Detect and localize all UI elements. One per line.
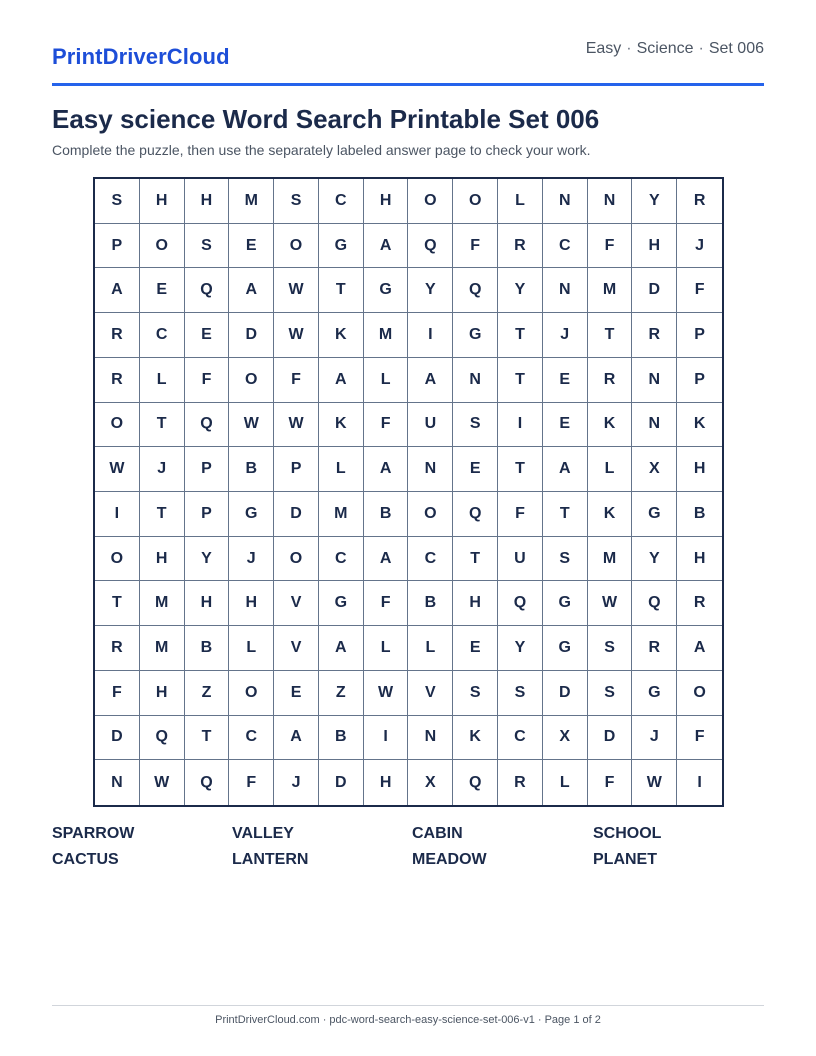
grid-cell: L	[364, 358, 409, 403]
grid-cell: H	[140, 537, 185, 582]
grid-cell: W	[364, 671, 409, 716]
grid-cell: X	[632, 447, 677, 492]
grid-cell: G	[229, 492, 274, 537]
grid-cell: Q	[185, 760, 230, 805]
grid-cell: K	[453, 716, 498, 761]
grid-cell: M	[588, 537, 633, 582]
meta-set: Set 006	[708, 40, 764, 57]
grid-cell: W	[274, 268, 319, 313]
grid-cell: B	[677, 492, 722, 537]
grid-cell: N	[632, 403, 677, 448]
grid-cell: O	[140, 224, 185, 269]
grid-cell: G	[453, 313, 498, 358]
grid-cell: P	[677, 358, 722, 403]
grid-cell: F	[677, 716, 722, 761]
grid-cell: I	[95, 492, 140, 537]
grid-cell: F	[453, 224, 498, 269]
grid-cell: L	[588, 447, 633, 492]
grid-cell: J	[274, 760, 319, 805]
page-header	[52, 0, 764, 86]
grid-cell: L	[408, 626, 453, 671]
grid-cell: D	[95, 716, 140, 761]
grid-cell: A	[364, 537, 409, 582]
grid-cell: F	[498, 492, 543, 537]
grid-cell: T	[95, 581, 140, 626]
grid-cell: W	[140, 760, 185, 805]
word-list-item: CABIN	[412, 825, 463, 842]
grid-cell: O	[408, 492, 453, 537]
grid-cell: G	[319, 581, 364, 626]
grid-cell: W	[274, 403, 319, 448]
grid-cell: Y	[408, 268, 453, 313]
grid-cell: H	[364, 760, 409, 805]
grid-cell: R	[498, 760, 543, 805]
grid-cell: T	[140, 403, 185, 448]
grid-cell: P	[185, 492, 230, 537]
grid-cell: A	[677, 626, 722, 671]
grid-cell: F	[588, 760, 633, 805]
grid-cell: Y	[185, 537, 230, 582]
word-list-item: MEADOW	[412, 851, 487, 868]
grid-cell: T	[498, 358, 543, 403]
grid-cell: A	[229, 268, 274, 313]
grid-cell: J	[677, 224, 722, 269]
grid-cell: J	[229, 537, 274, 582]
meta-separator: ·	[698, 40, 704, 57]
grid-cell: I	[697, 773, 702, 791]
grid-cell: D	[319, 760, 364, 805]
grid-cell: N	[95, 760, 140, 805]
grid-cell: G	[632, 492, 677, 537]
grid-cell: T	[453, 537, 498, 582]
grid-cell: H	[453, 581, 498, 626]
brand-logo[interactable]: PrintDriverCloud	[52, 44, 230, 69]
grid-cell: R	[588, 358, 633, 403]
grid-cell: H	[364, 179, 409, 224]
grid-cell: V	[274, 581, 319, 626]
grid-cell: Q	[408, 224, 453, 269]
grid-cell: B	[319, 716, 364, 761]
grid-cell: W	[95, 447, 140, 492]
grid-cell: D	[543, 671, 588, 716]
grid-cell: L	[319, 447, 364, 492]
grid-cell: S	[274, 179, 319, 224]
grid-cell: O	[95, 403, 140, 448]
grid-cell: D	[274, 492, 319, 537]
grid-cell: O	[229, 671, 274, 716]
grid-cell: T	[140, 492, 185, 537]
grid-cell: R	[95, 626, 140, 671]
grid-cell: F	[185, 358, 230, 403]
grid-cell: N	[408, 716, 453, 761]
word-list-item: SPARROW	[52, 825, 135, 842]
grid-cell: A	[364, 447, 409, 492]
grid-cell: F	[588, 224, 633, 269]
grid-cell: S	[453, 403, 498, 448]
grid-cell: M	[140, 581, 185, 626]
grid-cell: E	[543, 358, 588, 403]
grid-cell: E	[140, 268, 185, 313]
grid-cell: P	[185, 447, 230, 492]
grid-cell: W	[274, 313, 319, 358]
word-search-grid	[93, 177, 724, 807]
grid-cell: M	[229, 179, 274, 224]
grid-cell: O	[274, 224, 319, 269]
grid-cell: L	[498, 179, 543, 224]
grid-cell: F	[229, 760, 274, 805]
grid-cell: R	[677, 179, 722, 224]
grid-cell: Y	[632, 179, 677, 224]
grid-cell: G	[319, 224, 364, 269]
grid-cell: T	[319, 268, 364, 313]
grid-cell: O	[95, 537, 140, 582]
word-list	[52, 824, 772, 870]
grid-cell: F	[677, 268, 722, 313]
grid-cell: O	[408, 179, 453, 224]
page-footer: PrintDriverCloud.com · pdc-word-search-easy-science-set-006-v1 · Page 1 of 2	[215, 1014, 601, 1026]
grid-cell: M	[319, 492, 364, 537]
grid-cell: K	[319, 313, 364, 358]
grid-cell: R	[677, 581, 722, 626]
grid-cell: Y	[498, 626, 543, 671]
grid-cell: F	[364, 403, 409, 448]
grid-cell: P	[677, 313, 722, 358]
page-subtitle: Complete the puzzle, then use the separately labeled answer page to check your work.	[52, 142, 591, 158]
grid-cell: A	[274, 716, 319, 761]
grid-cell: B	[185, 626, 230, 671]
grid-cell: Y	[498, 268, 543, 313]
grid-cell: E	[543, 403, 588, 448]
meta-difficulty: Easy	[585, 40, 622, 57]
grid-cell: G	[632, 671, 677, 716]
grid-cell: H	[632, 224, 677, 269]
word-list-item: PLANET	[593, 851, 657, 868]
grid-cell: Z	[319, 671, 364, 716]
grid-cell: I	[498, 403, 543, 448]
grid-cell: D	[229, 313, 274, 358]
grid-cell: S	[498, 671, 543, 716]
grid-cell: R	[632, 313, 677, 358]
grid-cell: I	[364, 716, 409, 761]
grid-cell: I	[408, 313, 453, 358]
grid-cell: F	[274, 358, 319, 403]
grid-cell: K	[319, 403, 364, 448]
grid-cell: S	[588, 626, 633, 671]
grid-cell: P	[95, 224, 140, 269]
grid-cell: E	[453, 447, 498, 492]
grid-cell: M	[140, 626, 185, 671]
word-list-item: VALLEY	[232, 825, 294, 842]
grid-cell: E	[453, 626, 498, 671]
grid-cell: B	[408, 581, 453, 626]
grid-cell: Q	[185, 268, 230, 313]
grid-cell: Q	[632, 581, 677, 626]
grid-cell: H	[185, 581, 230, 626]
grid-cell: W	[632, 760, 677, 805]
grid-cell: E	[229, 224, 274, 269]
grid-cell: H	[677, 537, 722, 582]
grid-cell: K	[677, 403, 722, 448]
grid-cell: O	[677, 671, 722, 716]
grid-cell: G	[543, 581, 588, 626]
grid-cell: C	[408, 537, 453, 582]
grid-cell: Q	[498, 581, 543, 626]
word-list-item: SCHOOL	[593, 825, 662, 842]
meta-separator: ·	[626, 40, 632, 57]
grid-cell: N	[543, 179, 588, 224]
grid-cell: E	[274, 671, 319, 716]
grid-cell: C	[229, 716, 274, 761]
grid-cell: O	[453, 179, 498, 224]
grid-cell: L	[229, 626, 274, 671]
grid-cell: M	[588, 268, 633, 313]
grid-cell: N	[453, 358, 498, 403]
grid-cell: X	[408, 760, 453, 805]
grid-cell: J	[140, 447, 185, 492]
grid-cell: L	[364, 626, 409, 671]
grid-cell: T	[498, 313, 543, 358]
grid-cell: F	[95, 671, 140, 716]
grid-cell: R	[95, 358, 140, 403]
grid-cell: N	[543, 268, 588, 313]
grid-cell: T	[498, 447, 543, 492]
puzzle-meta	[586, 40, 764, 58]
grid-cell: R	[498, 224, 543, 269]
grid-cell: K	[588, 492, 633, 537]
grid-cell: J	[632, 716, 677, 761]
grid-cell: Q	[453, 492, 498, 537]
grid-cell: Y	[632, 537, 677, 582]
grid-cell: N	[588, 179, 633, 224]
grid-cell: V	[408, 671, 453, 716]
grid-cell: A	[319, 358, 364, 403]
grid-cell: X	[543, 716, 588, 761]
page-title: Easy science Word Search Printable Set 006	[52, 104, 600, 134]
grid-cell: W	[588, 581, 633, 626]
grid-cell: N	[632, 358, 677, 403]
grid-cell: S	[95, 179, 140, 224]
grid-cell: B	[229, 447, 274, 492]
grid-cell: C	[498, 716, 543, 761]
meta-topic: Science	[636, 40, 694, 57]
grid-cell: F	[364, 581, 409, 626]
grid-cell: T	[588, 313, 633, 358]
grid-cell: B	[364, 492, 409, 537]
grid-cell: U	[408, 403, 453, 448]
grid-cell: C	[319, 179, 364, 224]
grid-cell: C	[543, 224, 588, 269]
grid-cell: H	[185, 179, 230, 224]
grid-cell: S	[453, 671, 498, 716]
grid-cell: P	[274, 447, 319, 492]
grid-cell: S	[185, 224, 230, 269]
grid-cell: Q	[453, 760, 498, 805]
footer-rule	[52, 1005, 764, 1006]
grid-cell: V	[274, 626, 319, 671]
grid-cell: Q	[140, 716, 185, 761]
grid-cell: C	[140, 313, 185, 358]
grid-cell: T	[185, 716, 230, 761]
grid-cell: A	[543, 447, 588, 492]
grid-cell: R	[95, 313, 140, 358]
grid-cell: H	[677, 447, 722, 492]
grid-cell: J	[543, 313, 588, 358]
grid-cell: Q	[453, 268, 498, 313]
grid-cell: A	[319, 626, 364, 671]
grid-cell: K	[588, 403, 633, 448]
grid-cell: D	[588, 716, 633, 761]
grid-cell: Q	[185, 403, 230, 448]
grid-cell: H	[229, 581, 274, 626]
grid-cell: S	[588, 671, 633, 716]
grid-cell: H	[140, 179, 185, 224]
grid-cell: O	[274, 537, 319, 582]
grid-cell: R	[632, 626, 677, 671]
grid-cell: H	[140, 671, 185, 716]
grid-cell: G	[543, 626, 588, 671]
grid-cell: O	[229, 358, 274, 403]
grid-cell: C	[319, 537, 364, 582]
grid-cell: L	[140, 358, 185, 403]
grid-cell: Z	[185, 671, 230, 716]
word-list-item: CACTUS	[52, 851, 119, 868]
grid-cell: E	[185, 313, 230, 358]
grid-cell: D	[632, 268, 677, 313]
grid-cell: G	[364, 268, 409, 313]
header-rule	[52, 83, 764, 86]
grid-cell: T	[543, 492, 588, 537]
word-list-item: LANTERN	[232, 851, 309, 868]
grid-cell: A	[408, 358, 453, 403]
grid-cell: A	[364, 224, 409, 269]
grid-cell: W	[229, 403, 274, 448]
grid-cell: L	[543, 760, 588, 805]
grid-cell: M	[364, 313, 409, 358]
grid-cell: N	[408, 447, 453, 492]
grid-cell: A	[95, 268, 140, 313]
grid-cell: U	[498, 537, 543, 582]
grid-cell: S	[543, 537, 588, 582]
